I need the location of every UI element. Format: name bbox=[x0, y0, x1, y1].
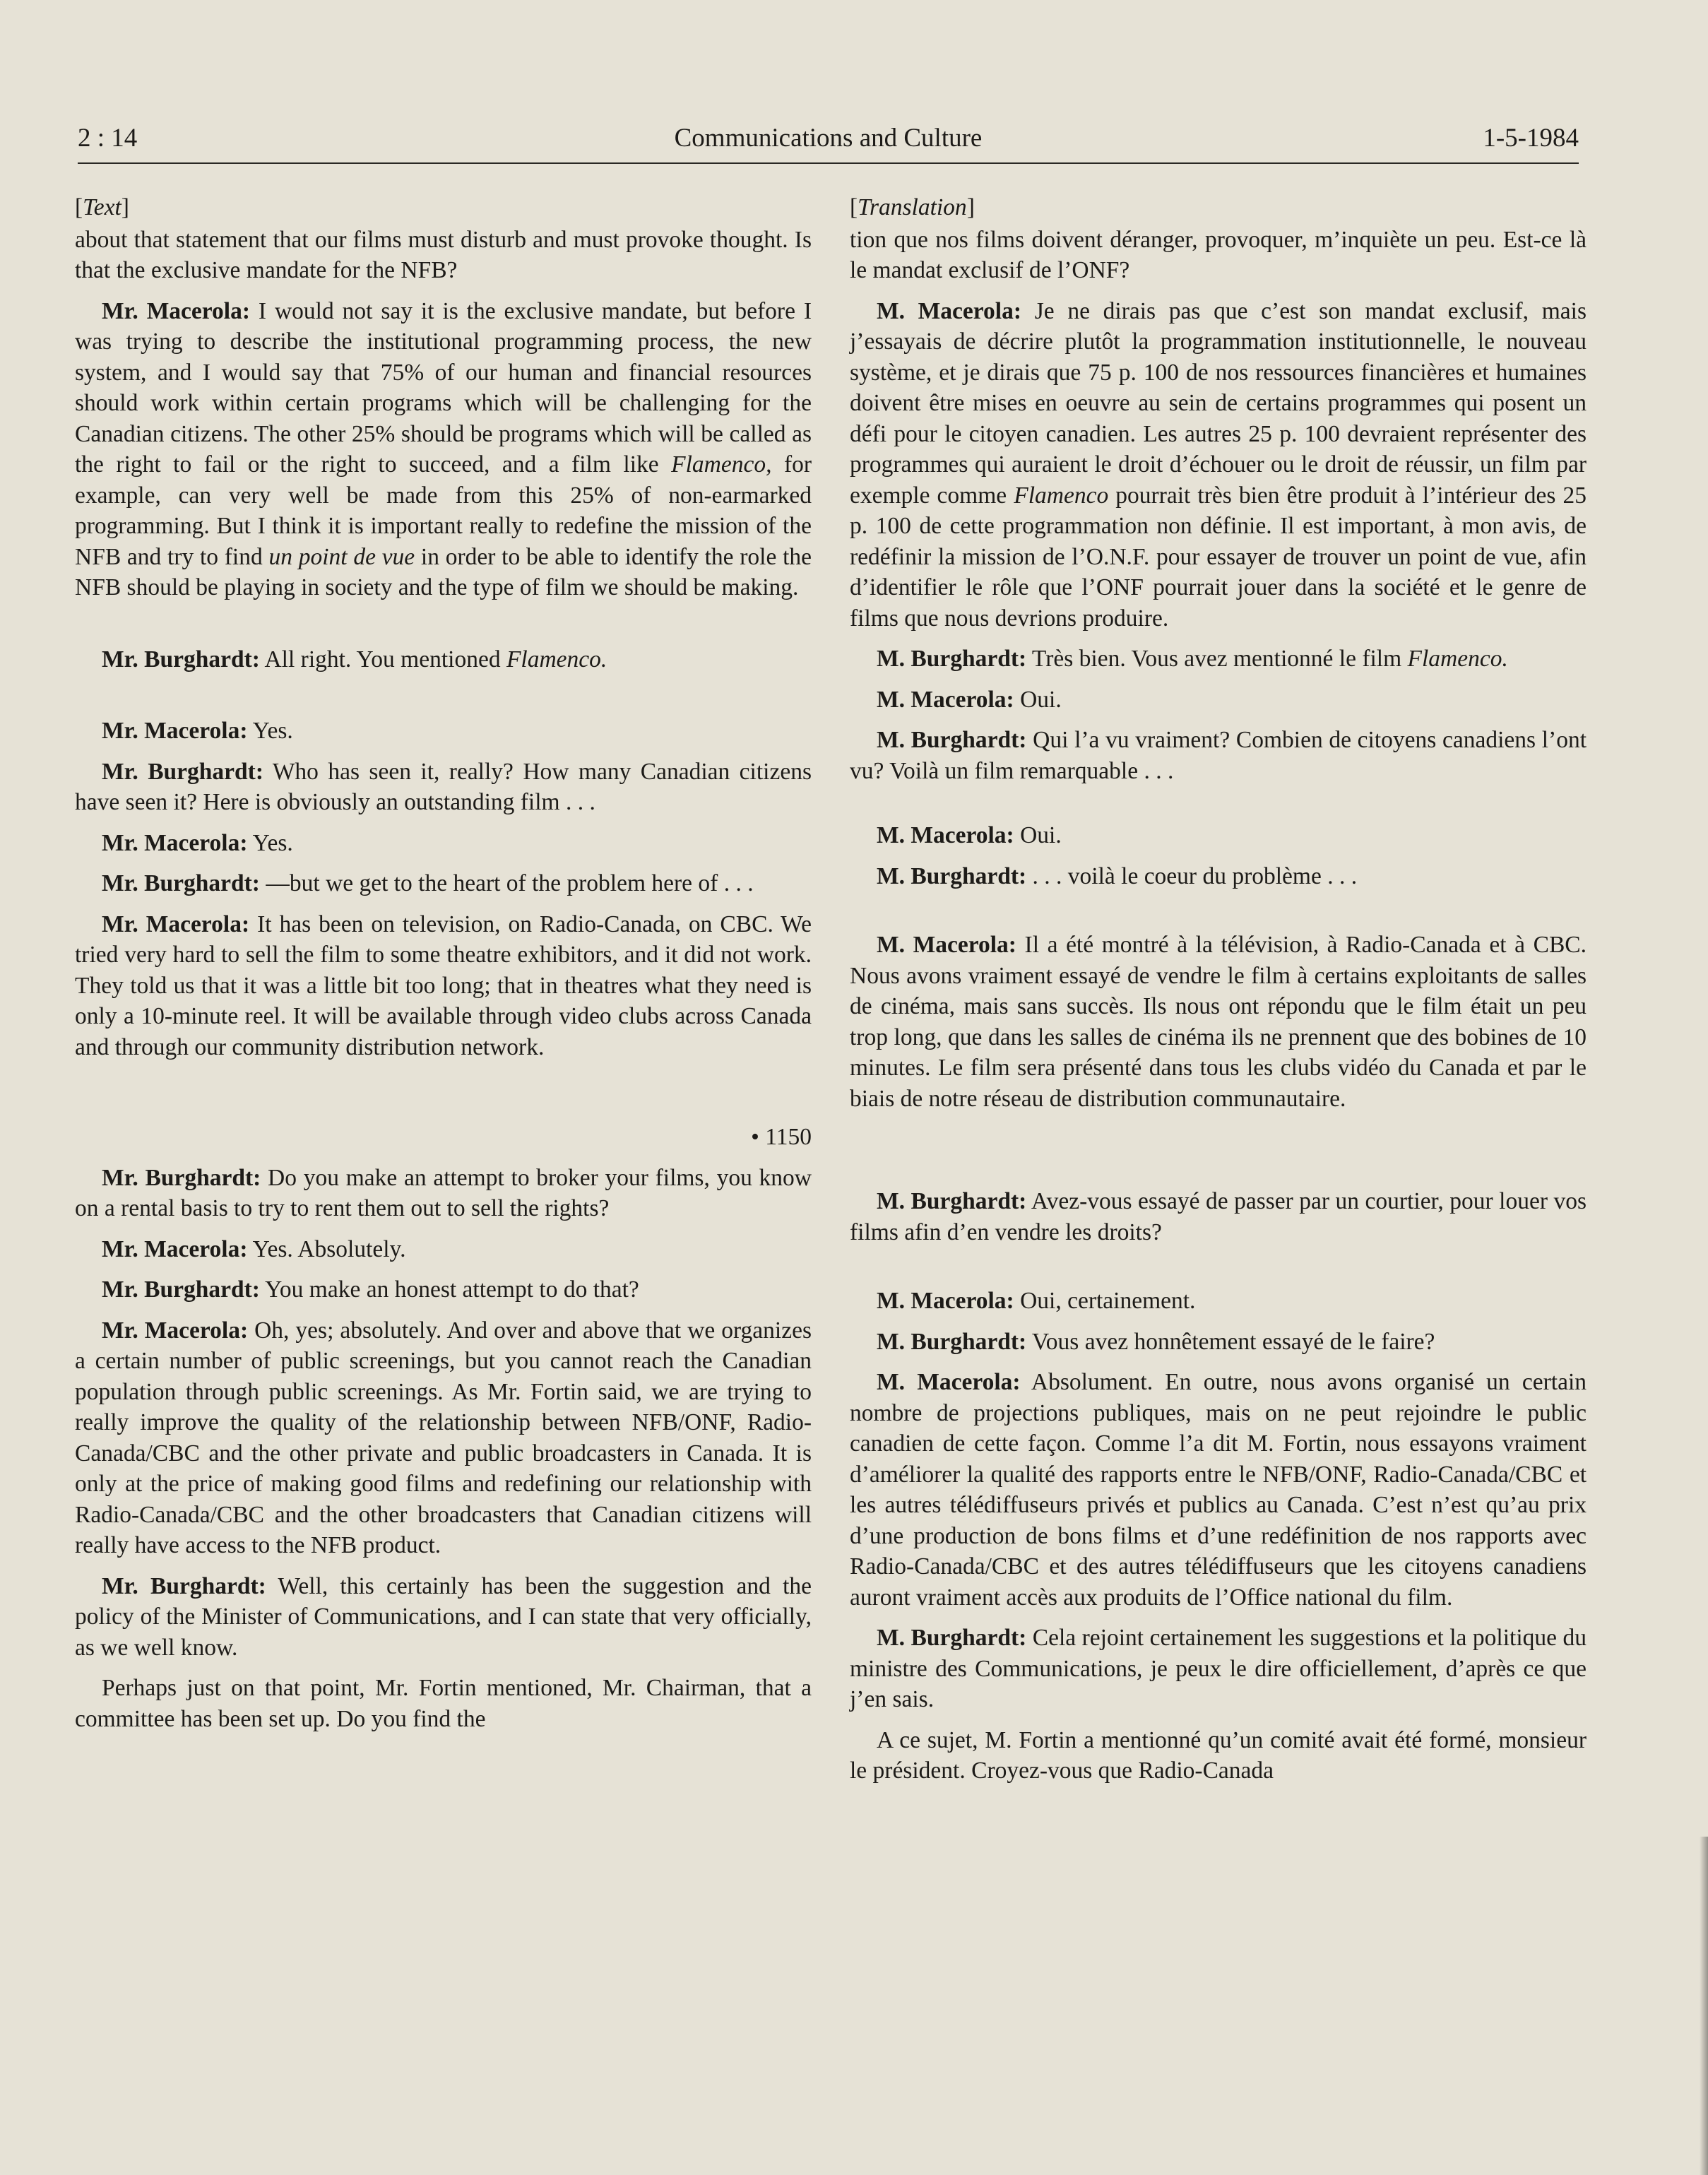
speaker: Mr. Burghardt: bbox=[102, 1276, 260, 1303]
header-date: 1-5-1984 bbox=[1483, 124, 1579, 153]
paragraph: Perhaps just on that point, Mr. Fortin mentioned, Mr. Chairman, that a committee has been set up. Do you find the bbox=[75, 1675, 812, 1732]
speaker: M. Macerola: bbox=[877, 932, 1016, 958]
speaker: Mr. Macerola: bbox=[102, 829, 248, 856]
paragraph bbox=[850, 861, 1587, 892]
italic-text: Flamenco. bbox=[1407, 646, 1508, 672]
tag-bracket-open: [ bbox=[75, 194, 83, 220]
publication-title: Communications and Culture bbox=[674, 124, 983, 153]
running-header bbox=[78, 120, 1579, 164]
speaker: M. Burghardt: bbox=[877, 1625, 1027, 1651]
paragraph bbox=[850, 1286, 1587, 1317]
speaker: Mr. Burghardt: bbox=[102, 1164, 261, 1191]
speaker: Mr. Burghardt: bbox=[102, 646, 260, 672]
paragraph-continued: tion que nos films doivent déranger, provoquer, m’inquiète un peu. Est-ce là le mandat exclusif de l’ONF? bbox=[850, 226, 1587, 283]
paragraph-continued: about that statement that our films must disturb and must provoke thought. Is that the exclusive mandate for the NFB? bbox=[75, 226, 812, 283]
speaker: M. Burghardt: bbox=[877, 1188, 1027, 1214]
paragraph-text: Yes. bbox=[247, 718, 293, 744]
paragraph-text: Yes. bbox=[247, 829, 293, 856]
speaker: M. Burghardt: bbox=[877, 863, 1027, 889]
paragraph bbox=[850, 1327, 1587, 1358]
speaker: Mr. Burghardt: bbox=[102, 870, 260, 896]
speaker: M. Macerola: bbox=[877, 686, 1014, 713]
speaker: Mr. Burghardt: bbox=[102, 1572, 266, 1599]
speaker: Mr. Macerola: bbox=[102, 911, 250, 937]
italic-text: Flamenco. bbox=[506, 646, 607, 672]
italic-text: Flamenco bbox=[1014, 482, 1109, 509]
paragraph-text: All right. You mentioned bbox=[259, 646, 506, 672]
paragraph bbox=[850, 644, 1587, 675]
speaker: Mr. Macerola: bbox=[102, 297, 251, 324]
paragraph: A ce sujet, M. Fortin a mentionné qu’un comité avait été formé, monsieur le président. Croyez-vous que Radio-Canada bbox=[850, 1726, 1587, 1784]
page-number: 2 : 14 bbox=[78, 124, 138, 153]
paragraph bbox=[850, 820, 1587, 851]
paragraph-text: for example, can very well be made from this 25% of non-earmarked programming. But I think it is important really to redefine the mission of the NFB and try to find bbox=[75, 451, 812, 570]
paragraph bbox=[75, 1571, 812, 1664]
speaker: M. Macerola: bbox=[877, 297, 1022, 324]
paragraph-text: . . . voilà le coeur du problème . . . bbox=[1026, 863, 1358, 889]
paragraph bbox=[850, 684, 1587, 716]
italic-text: Flamenco, bbox=[671, 451, 772, 478]
text-tag bbox=[75, 192, 812, 223]
paragraph-text: Cela rejoint certainement les suggestions et la politique du ministre des Communications, je peux le dire officiellement, d’après ce que j’en sais. bbox=[850, 1625, 1587, 1712]
paragraph-text: pourrait très bien être produit à l’intérieur des 25 p. 100 de cette programmation non définie. Il est important, à mon avis, de redéfinir la mission de l’O.N.F. pour essayer de trouver un point de vue, afin d’identifier le rôle que l’ONF pourrait jouer dans la société et le genre de films que nous devrions produire. bbox=[850, 482, 1587, 632]
speaker: M. Burghardt: bbox=[877, 1328, 1027, 1355]
speaker: M. Macerola: bbox=[877, 1369, 1021, 1395]
paragraph-text: in order to be able to identify the role the NFB should be playing in society and the type of film we should be making. bbox=[75, 543, 812, 600]
tag-bracket-close: ] bbox=[966, 194, 975, 220]
italic-text: un point de vue bbox=[268, 543, 415, 570]
paragraph bbox=[850, 1367, 1587, 1613]
paragraph-text: It has been on television, on Radio-Canada, on CBC. We tried very hard to sell the film to some theatre exhibitors, and it did not work. They told us that it was a little bit too long; that in theatres what they need is only a 10-minute reel. It will be available through video clubs across Canada and through our community distribution network. bbox=[75, 911, 812, 1060]
paragraph bbox=[850, 1623, 1587, 1715]
paragraph-text: Who has seen it, really? How many Canadian citizens have seen it? Here is obviously an outstanding film . . . bbox=[75, 758, 812, 815]
paragraph-text: Qui l’a vu vraiment? Combien de citoyens canadiens l’ont vu? Voilà un film remarquable . . . bbox=[850, 727, 1587, 784]
paragraph bbox=[75, 1315, 812, 1561]
paragraph-text: Avez-vous essayé de passer par un courtier, pour louer vos films afin d’en vendre les droits? bbox=[850, 1188, 1587, 1245]
speaker: Mr. Macerola: bbox=[102, 1235, 248, 1262]
paragraph-text: Il a été montré à la télévision, à Radio-Canada et à CBC. Nous avons vraiment essayé de vendre le film à certains exploitants de salles de cinéma, mais sans succès. Ils nous ont répondu que le film était un peu trop long, que dans les salles de cinéma ils ne prennent que des bobines de 10 minutes. Le film sera présenté dans tous les clubs vidéo du Canada et par le biais de notre réseau de distribution communautaire. bbox=[850, 932, 1587, 1112]
paragraph-text: Oh, yes; absolutely. And over and above that we organizes a certain number of public screenings, but you cannot reach the Canadian population through public screenings. As Mr. Fortin said, we are trying to really improve the quality of the relationship between NFB/ONF, Radio-Canada/CBC and the other private and public broadcasters in Canada. It is only at the price of making good films and redefining our relationship with Radio-Canada/CBC and the other broadcasters that Canadian citizens will really have access to the NFB product. bbox=[75, 1317, 812, 1558]
paragraph-text: Oui, certainement. bbox=[1014, 1288, 1196, 1314]
page-edge-shadow bbox=[1700, 1837, 1708, 2175]
french-column bbox=[850, 192, 1587, 1796]
paragraph bbox=[850, 930, 1587, 1114]
paragraph-text: Très bien. Vous avez mentionné le film bbox=[1026, 646, 1408, 672]
speaker: M. Macerola: bbox=[877, 1288, 1014, 1314]
english-column bbox=[75, 192, 812, 1744]
speaker: Mr. Macerola: bbox=[102, 718, 248, 744]
paragraph bbox=[75, 1163, 812, 1224]
speaker: Mr. Burghardt: bbox=[102, 758, 263, 785]
tag-label: Text bbox=[83, 194, 121, 220]
paragraph bbox=[850, 296, 1587, 634]
paragraph-text: Do you make an attempt to broker your films, you know on a rental basis to try to rent them out to sell the rights? bbox=[75, 1164, 812, 1221]
speaker: M. Burghardt: bbox=[877, 727, 1027, 753]
paragraph-text: Absolument. En outre, nous avons organisé un certain nombre de projections publiques, mais on ne peut rejoindre le public canadien de cette façon. Comme l’a dit M. Fortin, nous essayons vraiment d’améliorer la qualité des rapports entre le NFB/ONF, Radio-Canada/CBC et les autres télédiffuseurs privés et publics au Canada. C’est n’est qu’au prix d’une production de bons films et d’une redéfinition de nos rapports avec Radio-Canada/CBC et des autres télédiffuseurs que les citoyens canadiens auront vraiment accès aux produits de l’Office national du film. bbox=[850, 1369, 1587, 1611]
paragraph bbox=[75, 644, 812, 675]
paragraph bbox=[850, 725, 1587, 786]
tag-label: Translation bbox=[858, 194, 967, 220]
paragraph-text: Oui. bbox=[1014, 686, 1062, 713]
paragraph bbox=[850, 1186, 1587, 1247]
paragraph bbox=[75, 1234, 812, 1265]
paragraph-text: Yes. Absolutely. bbox=[247, 1235, 406, 1262]
tag-bracket-open: [ bbox=[850, 194, 858, 220]
speaker: Mr. Macerola: bbox=[102, 1317, 249, 1344]
paragraph-text: Well, this certainly has been the suggestion and the policy of the Minister of Communications, and I can state that very officially, as we well know. bbox=[75, 1572, 812, 1661]
paragraph bbox=[75, 1274, 812, 1305]
paragraph bbox=[75, 828, 812, 859]
time-marker: • 1150 bbox=[751, 1124, 812, 1150]
speaker: M. Burghardt: bbox=[877, 646, 1027, 672]
paragraph-text: I would not say it is the exclusive mandate, but before I was trying to describe the institutional programming process, the new system, and I would say that 75% of our human and financial resources should work within certain programs which will be challenging for the Canadian citizens. The other 25% should be programs which will be called as the right to fail or the right to succeed, and a film like bbox=[75, 297, 812, 478]
paragraph bbox=[75, 296, 812, 603]
paragraph-text: Vous avez honnêtement essayé de le faire? bbox=[1026, 1328, 1435, 1355]
paragraph-text: Oui. bbox=[1014, 822, 1062, 848]
paragraph-text: You make an honest attempt to do that? bbox=[259, 1276, 639, 1303]
tag-bracket-close: ] bbox=[121, 194, 129, 220]
paragraph-text: Je ne dirais pas que c’est son mandat exclusif, mais j’essayais de décrire plutôt la programmation institutionnelle, le nouveau système, et je dirais que 75 p. 100 de nos ressources financières et humaines doivent être mises en oeuvre au sein de certains programmes qui posent un défi pour le citoyen canadien. Les autres 25 p. 100 devraient représenter des programmes qui auraient le droit d’échouer ou le droit de réussir, un film par exemple comme bbox=[850, 297, 1587, 509]
speaker: M. Macerola: bbox=[877, 822, 1014, 848]
paragraph-text: —but we get to the heart of the problem here of . . . bbox=[259, 870, 754, 896]
paragraph bbox=[75, 868, 812, 899]
paragraph bbox=[75, 909, 812, 1063]
translation-tag bbox=[850, 192, 1587, 223]
paragraph bbox=[75, 757, 812, 818]
paragraph bbox=[75, 716, 812, 747]
